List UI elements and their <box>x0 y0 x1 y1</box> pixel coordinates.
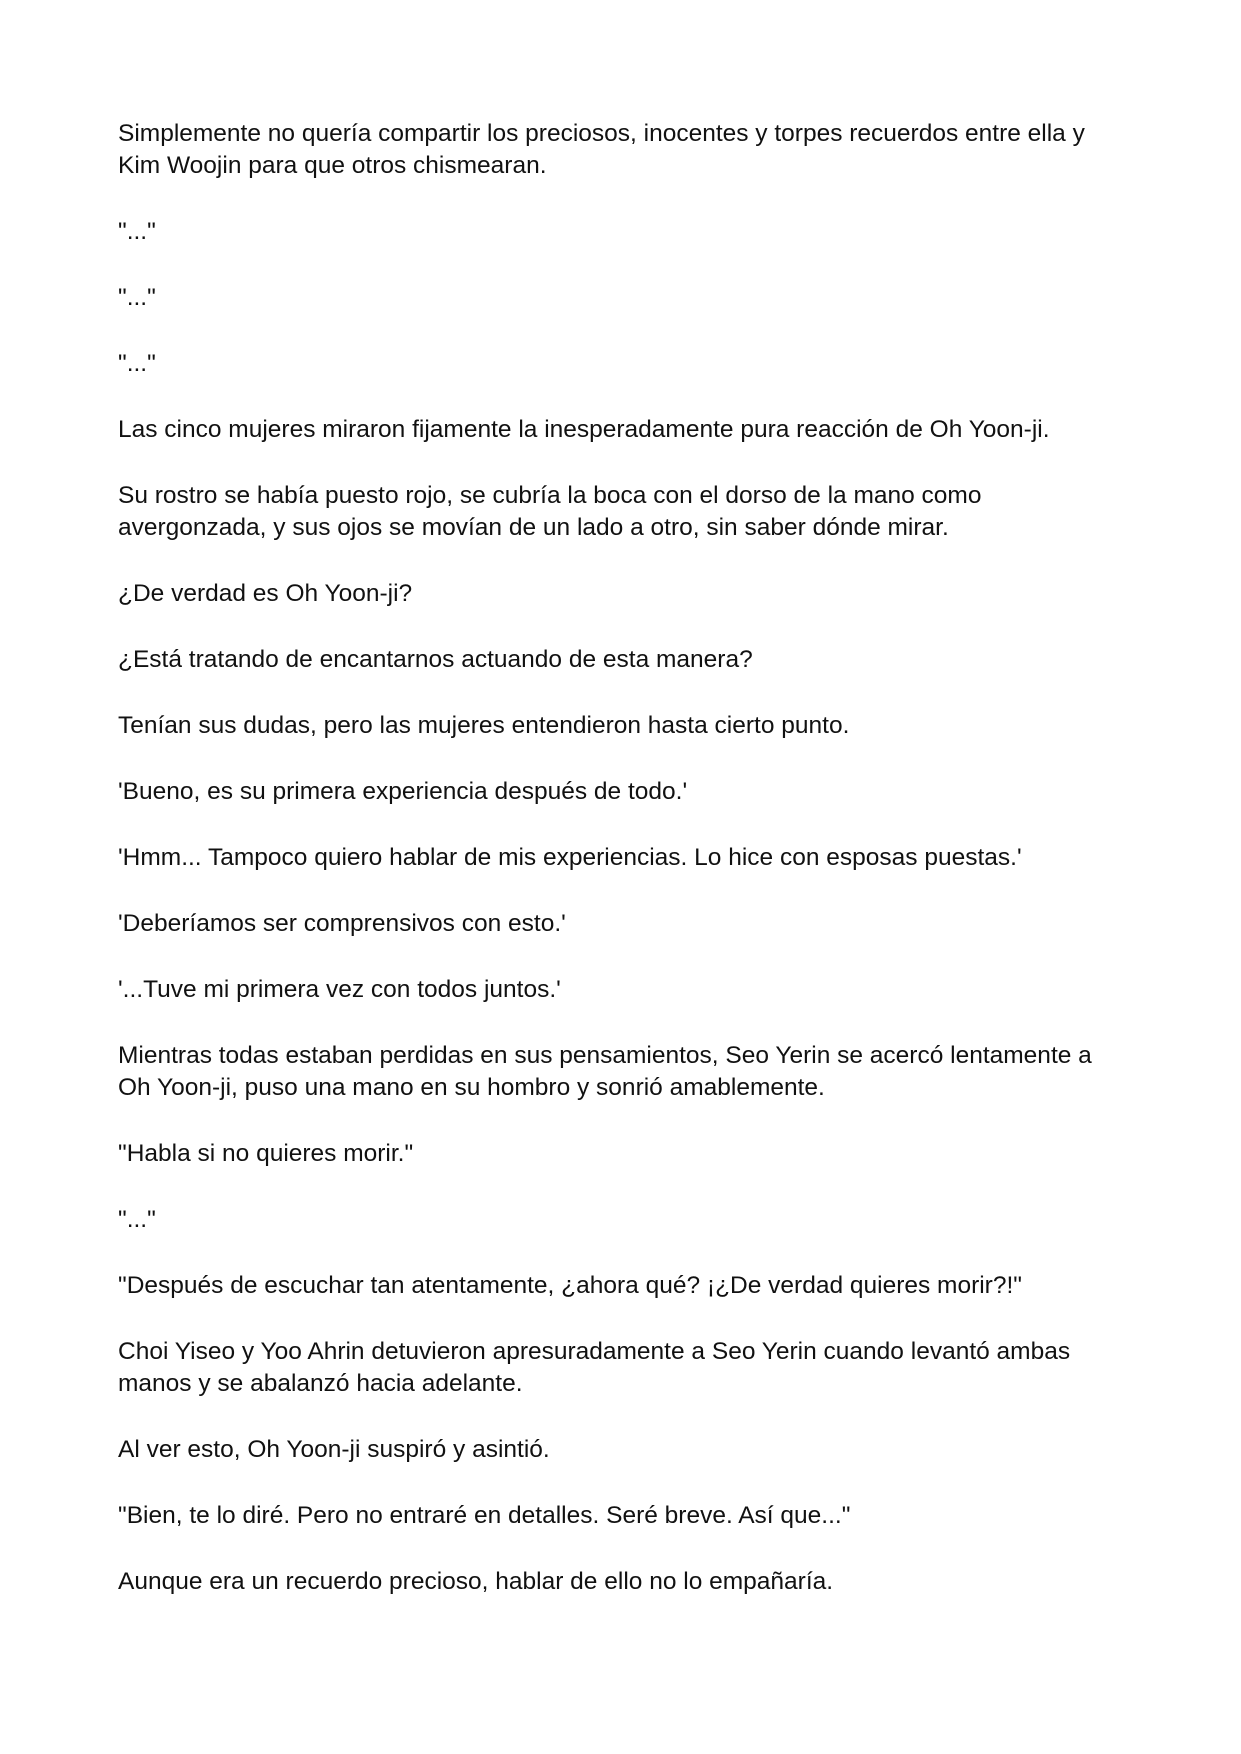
paragraph: Mientras todas estaban perdidas en sus pensamientos, Seo Yerin se acercó lentamente a Oh Yoon-ji, puso una mano en su hombro y sonrió amablemente. <box>118 1042 1092 1101</box>
paragraph: "Habla si no quieres morir." <box>118 1140 414 1167</box>
paragraph: "..." <box>118 1206 156 1233</box>
paragraph: Choi Yiseo y Yoo Ahrin detuvieron apresuradamente a Seo Yerin cuando levantó ambas manos y se abalanzó hacia adelante. <box>118 1338 1071 1397</box>
paragraph: "Después de escuchar tan atentamente, ¿ahora qué? ¡¿De verdad quieres morir?!" <box>118 1272 1022 1299</box>
paragraph: "Bien, te lo diré. Pero no entraré en detalles. Seré breve. Así que..." <box>118 1502 851 1529</box>
document-body <box>118 118 1128 1632</box>
paragraph: Simplemente no quería compartir los preciosos, inocentes y torpes recuerdos entre ella y Kim Woojin para que otros chismearan. <box>118 120 1085 179</box>
paragraph: 'Bueno, es su primera experiencia después de todo.' <box>118 778 688 805</box>
paragraph: ¿De verdad es Oh Yoon-ji? <box>118 580 413 607</box>
paragraph: 'Deberíamos ser comprensivos con esto.' <box>118 910 566 937</box>
paragraph: "..." <box>118 218 156 245</box>
paragraph: Su rostro se había puesto rojo, se cubría la boca con el dorso de la mano como avergonzada, y sus ojos se movían de un lado a otro, sin saber dónde mirar. <box>118 482 982 541</box>
paragraph: Las cinco mujeres miraron fijamente la inesperadamente pura reacción de Oh Yoon-ji. <box>118 416 1050 443</box>
paragraph: Tenían sus dudas, pero las mujeres entendieron hasta cierto punto. <box>118 712 850 739</box>
paragraph: 'Hmm... Tampoco quiero hablar de mis experiencias. Lo hice con esposas puestas.' <box>118 844 1022 871</box>
paragraph: "..." <box>118 284 156 311</box>
paragraph: '...Tuve mi primera vez con todos juntos.' <box>118 976 561 1003</box>
paragraph: Aunque era un recuerdo precioso, hablar de ello no lo empañaría. <box>118 1568 834 1595</box>
paragraph: "..." <box>118 350 156 377</box>
paragraph: Al ver esto, Oh Yoon-ji suspiró y asintió. <box>118 1436 550 1463</box>
paragraph: ¿Está tratando de encantarnos actuando de esta manera? <box>118 646 753 673</box>
